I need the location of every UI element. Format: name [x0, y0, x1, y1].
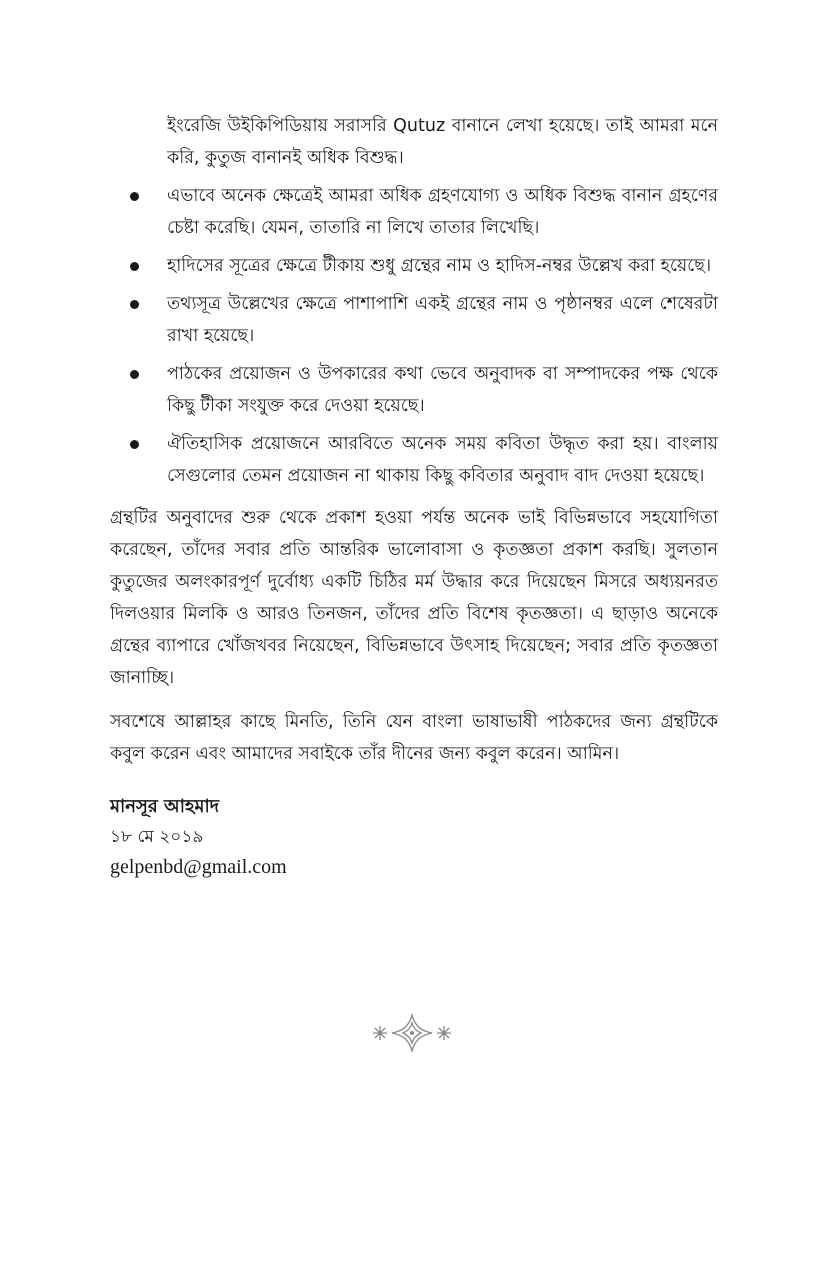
list-item-text: ঐতিহাসিক প্রয়োজনে আরবিতে অনেক সময় কবিতা উদ্ধৃত করা হয়। বাংলায় সেগুলোর তেমন প্রয়োজন না থাকায় কিছু কবিতার অনুবাদ বাদ দেওয়া হয়েছে। [167, 434, 718, 486]
list-item-text: হাদিসের সূত্রের ক্ষেত্রে টীকায় শুধু গ্রন্থের নাম ও হাদিস-নম্বর উল্লেখ করা হয়েছে। [167, 256, 712, 276]
notes-bullet-list [110, 180, 718, 492]
bullet-icon [130, 262, 139, 271]
bullet-icon [130, 192, 139, 201]
acknowledgement-paragraph: গ্রন্থটির অনুবাদের শুরু থেকে প্রকাশ হওয়া পর্যন্ত অনেক ভাই বিভিন্নভাবে সহযোগিতা করেছেন, তাঁদের সবার প্রতি আন্তরিক ভালোবাসা ও কৃতজ্ঞতা প্রকাশ করছি। সুলতান কুতুজের অলংকারপূর্ণ দুর্বোধ্য একটি চিঠির মর্ম উদ্ধার করে দিয়েছেন মিসরে অধ্যয়নরত দিলওয়ার মিলকি ও আরও তিনজন, তাঁদের প্রতি বিশেষ কৃতজ্ঞতা। এ ছাড়াও অনেকে গ্রন্থের ব্যাপারে খোঁজখবর নিয়েছেন, বিভিন্নভাবে উৎসাহ দিয়েছেন; সবার প্রতি কৃতজ্ঞতা জানাচ্ছি। [110, 508, 718, 688]
bullet-icon [130, 440, 139, 449]
list-item-text: এভাবে অনেক ক্ষেত্রেই আমরা অধিক গ্রহণযোগ্য ও অধিক বিশুদ্ধ বানান গ্রহণের চেষ্টা করেছি। যেমন, তাতারি না লিখে তাতার লিখেছি। [167, 186, 718, 238]
diamond-flourish-icon [366, 1012, 458, 1054]
list-item-text: পাঠকের প্রয়োজন ও উপকারের কথা ভেবে অনুবাদক বা সম্পাদকের পক্ষ থেকে কিছু টীকা সংযুক্ত করে দেওয়া হয়েছে। [167, 364, 718, 416]
document-page [110, 110, 718, 882]
list-item [110, 358, 718, 422]
signature-block [110, 792, 718, 882]
list-item [110, 288, 718, 352]
list-item [110, 428, 718, 492]
signature-date: ১৮ মে ২০১৯ [110, 827, 204, 847]
list-item [110, 250, 718, 282]
bullet-icon [130, 370, 139, 379]
list-item [110, 180, 718, 244]
closing-paragraph: সবশেষে আল্লাহর কাছে মিনতি, তিনি যেন বাংলা ভাষাভাষী পাঠকদের জন্য গ্রন্থটিকে কবুল করেন এবং আমাদের সবাইকে তাঁর দীনের জন্য কবুল করেন। আমিন। [110, 712, 718, 764]
author-name: মানসূর আহমাদ [110, 796, 220, 817]
list-item-text: তথ্যসূত্র উল্লেখের ক্ষেত্রে পাশাপাশি একই গ্রন্থের নাম ও পৃষ্ঠানম্বর এলে শেষেরটা রাখা হয়েছে। [167, 294, 718, 346]
author-email: gelpenbd@gmail.com [110, 856, 287, 878]
bullet-icon [130, 300, 139, 309]
intro-continuation-text: ইংরেজি উইকিপিডিয়ায় সরাসরি Qutuz বানানে লেখা হয়েছে। তাই আমরা মনে করি, কুতুজ বানানই অধিক বিশুদ্ধ। [167, 116, 718, 168]
